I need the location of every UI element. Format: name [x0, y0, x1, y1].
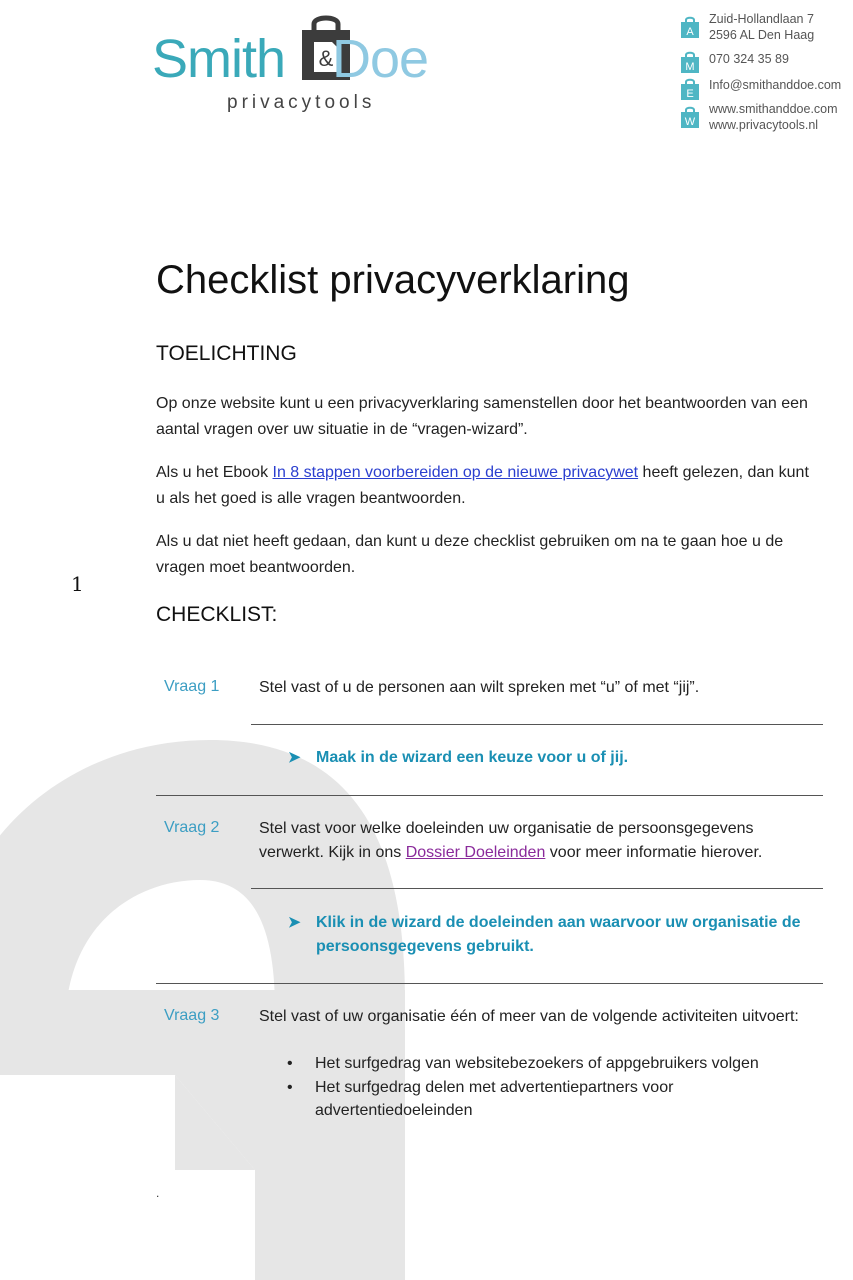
email-icon: [679, 78, 701, 100]
ebook-link[interactable]: In 8 stappen voorbereiden op de nieuwe privacywet: [272, 464, 639, 481]
arrow-bullet-icon: ➤: [288, 749, 301, 766]
intro-paragraph-3: Als u dat niet heeft gedaan, dan kunt u deze checklist gebruiken om na te gaan hoe u de vragen moet beantwoorden.: [156, 533, 784, 576]
divider: [251, 724, 823, 725]
question-3-label: Vraag 3: [164, 1007, 220, 1024]
instruction-text: Maak in de wizard een keuze voor u of jij.: [316, 749, 629, 766]
svg-text:A: A: [686, 26, 694, 38]
question-1-label: Vraag 1: [164, 678, 220, 695]
question-text: Stel vast voor welke doeleinden uw organisatie de persoonsgegevens verwerkt. Kijk in ons: [259, 820, 754, 861]
divider: [251, 888, 823, 889]
address-line-2: 2596 AL Den Haag: [709, 28, 815, 42]
question-1-text: Stel vast of u de personen aan wilt spreken met “u” of met “jij”.: [259, 679, 700, 696]
divider: [156, 795, 823, 796]
intro-paragraph-1: Op onze website kunt u een privacyverklaring samenstellen door het beantwoorden van een aantal vragen over uw situatie in de “vragen-wizard”.: [156, 395, 808, 438]
paragraph-text: heeft gelezen, dan kunt u als het goed is alle vragen beantwoorden.: [156, 464, 809, 507]
svg-text:M: M: [685, 61, 695, 73]
question-3-text: Stel vast of uw organisatie één of meer van de volgende activiteiten uitvoert:: [259, 1008, 799, 1025]
divider: [156, 983, 823, 984]
section-heading-toelichting: TOELICHTING: [156, 342, 297, 365]
web-icon: [679, 106, 701, 128]
question-2-instruction: [288, 911, 823, 959]
question-1-instruction: [288, 746, 823, 770]
address-line-1: Zuid-Hollandlaan 7: [709, 12, 814, 26]
website-1[interactable]: www.smithanddoe.com: [709, 102, 838, 116]
page-number: 1: [71, 572, 84, 596]
intro-paragraph-2: [156, 460, 821, 512]
email-address[interactable]: Info@smithanddoe.com: [709, 78, 842, 92]
instruction-text: Klik in de wizard de doeleinden aan waarvoor uw organisatie de persoonsgegevens gebruikt.: [316, 914, 801, 955]
svg-text:W: W: [684, 116, 696, 128]
question-2-text: [259, 817, 819, 865]
dossier-doeleinden-link[interactable]: Dossier Doeleinden: [405, 844, 546, 861]
website-2[interactable]: www.privacytools.nl: [709, 118, 819, 132]
address-icon: [679, 16, 701, 38]
footer-mark: .: [156, 1186, 160, 1200]
company-logo: [152, 12, 462, 122]
question-text: voor meer informatie hierover.: [545, 844, 763, 861]
list-item: • Het surfgedrag delen met advertentiepartners voor advertentiedoeleinden: [287, 1076, 807, 1123]
phone-icon: [679, 51, 701, 73]
arrow-bullet-icon: ➤: [288, 914, 301, 931]
list-item: • Het surfgedrag van websitebezoekers of appgebruikers volgen: [287, 1052, 807, 1076]
paragraph-text: Als u het Ebook: [156, 464, 273, 481]
page-title: Checklist privacyverklaring: [156, 258, 630, 302]
logo-ampersand: &: [318, 46, 334, 71]
phone-number: 070 324 35 89: [709, 52, 789, 66]
logo-word-doe: Doe: [332, 29, 429, 89]
svg-text:E: E: [686, 88, 694, 100]
logo-word-smith: Smith: [152, 29, 286, 89]
question-2-label: Vraag 2: [164, 819, 220, 836]
question-3-bullet-list: [287, 1052, 807, 1123]
logo-subtitle: privacytools: [227, 92, 376, 113]
section-heading-checklist: CHECKLIST:: [156, 603, 278, 626]
